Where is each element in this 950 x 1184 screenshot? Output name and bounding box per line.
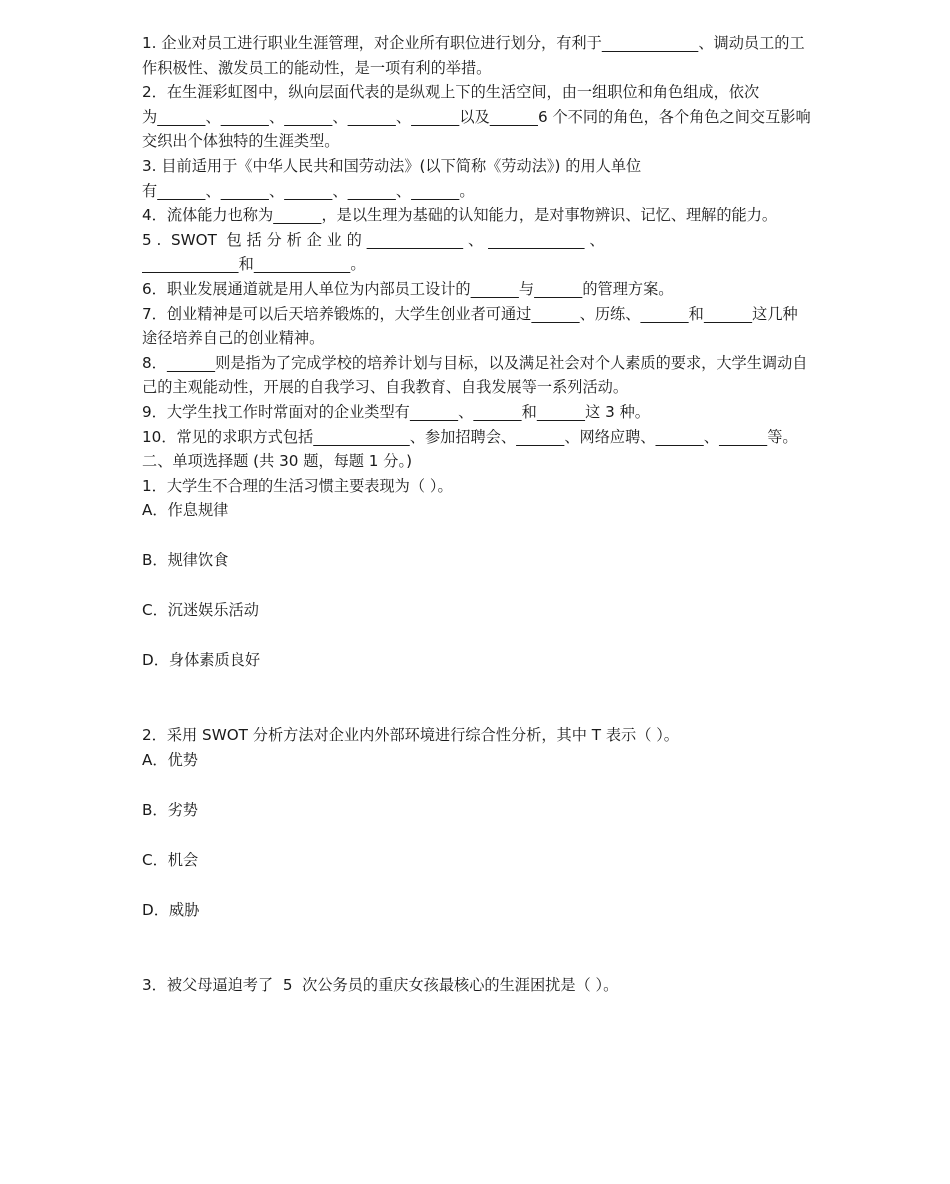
question-text: 与: [518, 279, 535, 298]
question-text: 5 . SWOT 包 括 分 析 企 业 的: [142, 230, 367, 249]
document-page: [142, 31, 812, 997]
question-text: 、: [584, 230, 610, 249]
answer-blank: [537, 403, 585, 421]
question-text: 、网络应聘、: [564, 427, 656, 446]
mc-option: B．规律饮食: [142, 551, 229, 570]
mc-option: A．优势: [142, 750, 198, 769]
answer-blank: [410, 403, 458, 421]
question-text: 、: [205, 181, 221, 200]
question-text: 、: [205, 107, 221, 126]
answer-blank: [348, 108, 396, 126]
question-text: 、: [395, 181, 412, 200]
answer-blank: [534, 280, 582, 298]
answer-blank: [640, 305, 688, 323]
question-text: 。: [350, 255, 366, 274]
question-text: 6．职业发展通道就是用人单位为内部员工设计的: [142, 279, 471, 298]
answer-blank: [655, 428, 703, 446]
question-text: 、: [458, 402, 474, 421]
section-title: 二、单项选择题 (共 30 题，每题 1 分。): [142, 452, 413, 471]
question-text: 8．: [142, 353, 167, 372]
question-text: 、: [268, 181, 285, 200]
fill-in-question-2: [142, 80, 812, 154]
answer-blank: [719, 428, 767, 446]
question-spacer: [142, 922, 812, 973]
question-text: ，是以生理为基础的认知能力，是对事物辨识、记忆、理解的能力。: [321, 206, 778, 225]
answer-blank: [348, 182, 396, 200]
question-text: 9．大学生找工作时常面对的企业类型有: [142, 402, 410, 421]
answer-blank: [221, 108, 269, 126]
question-text: 、: [268, 107, 285, 126]
question-text: 4．流体能力也称为: [142, 206, 274, 225]
mc-question-3: 3．被父母逼迫考了 5 次公务员的重庆女孩最核心的生涯困扰是（ ）。: [142, 975, 619, 994]
answer-blank: [602, 34, 699, 52]
answer-blank: [488, 231, 585, 249]
question-text: 和: [688, 304, 704, 323]
answer-blank: [471, 280, 519, 298]
question-text: 、: [395, 107, 412, 126]
answer-blank: [516, 428, 564, 446]
question-text: 7．创业精神是可以后天培养锻炼的，大学生创业者可通过: [142, 304, 532, 323]
mc-option: A．作息规律: [142, 501, 229, 520]
question-text: 1. 企业对员工进行职业生涯管理，对企业所有职位进行划分，有利于: [142, 34, 602, 52]
question-text: 、: [332, 181, 348, 200]
fill-in-question-8: [142, 351, 812, 400]
question-text: 以及: [459, 107, 490, 126]
question-text: 2．在生涯彩虹图中，纵向层面代表的是纵观上下的生活空间，由一组职位和角色组成，依次为: [142, 83, 760, 126]
question-text: 和: [238, 255, 254, 274]
question-spacer: [142, 672, 812, 723]
question-text: 的管理方案。: [582, 279, 674, 298]
answer-blank: [473, 403, 521, 421]
fill-in-question-1: [142, 31, 812, 80]
mc-question-1: 1．大学生不合理的生活习惯主要表现为（ ）。: [142, 476, 453, 495]
answer-blank: [313, 428, 410, 446]
answer-blank: [367, 231, 464, 249]
question-text: 和: [521, 402, 537, 421]
question-text: 、: [703, 427, 719, 446]
question-text: 6 个不同的角色，各个角色之间交互影响交织出个体独特的生涯类型。: [142, 107, 811, 151]
answer-blank: [531, 305, 579, 323]
answer-blank: [411, 108, 459, 126]
fill-in-question-6: [142, 277, 812, 302]
question-text: 、: [463, 230, 489, 249]
fill-in-question-7: [142, 302, 812, 351]
question-text: 则是指为了完成学校的培养计划与目标，以及满足社会对个人素质的要求，大学生调动自己的主观能动性，开展的自我学习、自我教育、自我发展等一系列活动。: [142, 353, 808, 397]
fill-in-question-3: [142, 154, 812, 203]
answer-blank: [411, 182, 459, 200]
fill-in-question-9: [142, 400, 812, 425]
answer-blank: [490, 108, 538, 126]
question-text: 等。: [767, 427, 798, 446]
answer-blank: [157, 182, 205, 200]
answer-blank: [704, 305, 752, 323]
answer-blank: [284, 182, 332, 200]
question-text: 、参加招聘会、: [409, 427, 517, 446]
question-text: 10．常见的求职方式包括: [142, 427, 314, 446]
answer-blank: [254, 255, 351, 273]
answer-blank: [221, 182, 269, 200]
mc-option: B．劣势: [142, 800, 198, 819]
answer-blank: [284, 108, 332, 126]
question-text: 、调动员工的工作积极性、激发员工的能动性，是一项有利的举措。: [142, 34, 805, 77]
answer-blank: [167, 354, 215, 372]
mc-option: D．威胁: [142, 900, 200, 919]
mc-option: D．身体素质良好: [142, 651, 261, 670]
fill-in-section: [142, 31, 812, 449]
question-text: 、历练、: [579, 304, 641, 323]
question-text: 、: [332, 107, 348, 126]
question-text: 3. 目前适用于《中华人民共和国劳动法》(以下简称《劳动法》) 的用人单位有: [142, 156, 642, 200]
question-text: 这 3 种。: [585, 402, 650, 421]
mc-option: C．机会: [142, 850, 199, 869]
answer-blank: [273, 206, 321, 224]
fill-in-question-4: [142, 203, 812, 228]
answer-blank: [142, 255, 239, 273]
answer-blank: [157, 108, 205, 126]
multiple-choice-section: [142, 474, 812, 998]
fill-in-question-10: [142, 425, 812, 450]
mc-option: C．沉迷娱乐活动: [142, 601, 259, 620]
question-text: 这几种途径培养自己的创业精神。: [142, 304, 798, 348]
question-text: 。: [459, 181, 475, 200]
fill-in-question-5: [142, 228, 812, 277]
mc-question-2: 2．采用 SWOT 分析方法对企业内外部环境进行综合性分析，其中 T 表示（ ）。: [142, 726, 679, 745]
